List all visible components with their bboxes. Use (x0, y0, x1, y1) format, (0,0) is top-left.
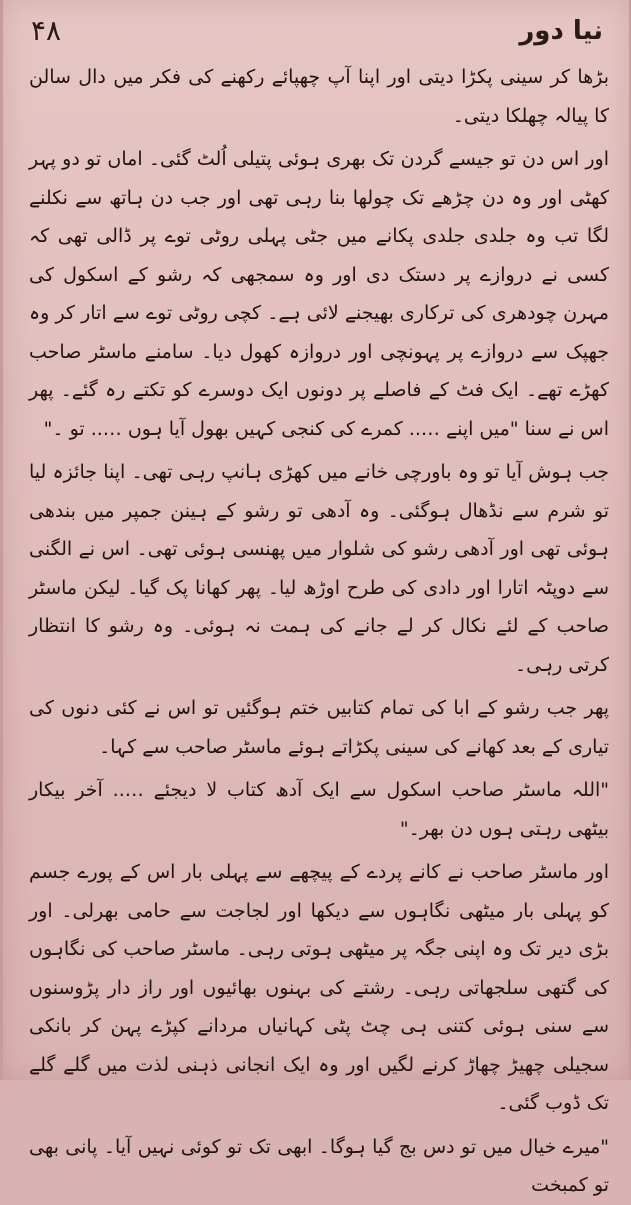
page-number: ۴۸ (31, 14, 62, 47)
paragraph-6: اور ماسٹر صاحب نے کانے پردے کے پیچھے سے پہلی بار اس کے پورے جسم کو پہلی بار میٹھی نگاہوں سے دیکھا اور لجاجت سے حامی بھرلی۔ اور بڑی دیر تک وہ اپنی جگہ پر میٹھی ہوتی رہی۔ ماسٹر صاحب کی نگاہوں کی گتھی سلجھاتی رہی۔ رشتے کی بہنوں بھائیوں اور راز دار پڑوسنوں سے سنی ہوئی کتنی ہی چٹ پٹی کہانیاں مردانے کپڑے پہن کر بانکی سجیلی چھیڑ چھاڑ کرنے لگیں اور وہ ایک انجانی ذہنی لذت میں گلے گلے تک ڈوب گئی۔ (29, 861, 609, 1114)
body-text (29, 58, 609, 1196)
paragraph-7: "میرے خیال میں تو دس بج گیا ہوگا۔ ابھی تک تو کوئی نہیں آیا۔ پانی بھی تو کمبخت (29, 1135, 609, 1196)
running-title: نیا دور (519, 16, 603, 46)
page-header (23, 14, 609, 54)
paragraph-4: پھر جب رشو کے ابا کی تمام کتابیں ختم ہوگئیں تو اس نے کئی دنوں کی تیاری کے بعد کھانے کی سینی پکڑاتے ہوئے ماسٹر صاحب سے کہا۔ (29, 697, 609, 758)
paragraph-5: "اللہ ماسٹر صاحب اسکول سے ایک آدھ کتاب لا دیجئے ….. آخر بیکار بیٹھی رہتی ہوں دن بھر۔" (29, 779, 609, 840)
paragraph-1: بڑھا کر سینی پکڑا دیتی اور اپنا آپ چھپائے رکھنے کی فکر میں دال سالن کا پیالہ چھلکا دیتی۔ (29, 66, 609, 127)
paragraph-2: اور اس دن تو جیسے گردن تک بھری ہوئی پتیلی اُلٹ گئی۔ اماں تو دو پہر کھٹی اور وہ دن چڑھے تک چولھا بنا رہی تھی اور جب دن ہاتھ سے نکلنے لگا تب وہ جلدی جلدی پکانے میں جٹی پہلی روٹی توے پر ڈالی تھی کہ کسی نے دروازے پر دستک دی اور وہ سمجھی کہ رشو کے اسکول کی مہرن چودھری کی ترکاری بھیجنے لائی ہے۔ کچی روٹی توے سے اتار کر وہ جھپک سے دروازے پر پہونچی اور دروازہ کھول دیا۔ سامنے ماسٹر صاحب کھڑے تھے۔ ایک فٹ کے فاصلے پر دونوں ایک دوسرے کو تکتے رہ گئے۔ پھر اس نے سنا "میں اپنے ….. کمرے کی کنجی کہیں بھول آیا ہوں ….. تو ۔" (29, 148, 609, 440)
paragraph-3: جب ہوش آیا تو وہ باورچی خانے میں کھڑی ہانپ رہی تھی۔ اپنا جائزہ لیا تو شرم سے نڈھال ہوگئی۔ وہ آدھی تو رشو کے ہینن جمپر میں بندھی ہوئی تھی اور آدھی رشو کی شلوار میں پھنسی ہوئی تھی۔ اس نے الگنی سے دوپٹہ اتارا اور دادی کی طرح اوڑھ لیا۔ پھر کھانا پک گیا۔ لیکن ماسٹر صاحب کے لئے نکال کر لے جانے کی ہمت نہ ہوئی۔ وہ رشو کا انتظار کرتی رہی۔ (29, 461, 609, 676)
